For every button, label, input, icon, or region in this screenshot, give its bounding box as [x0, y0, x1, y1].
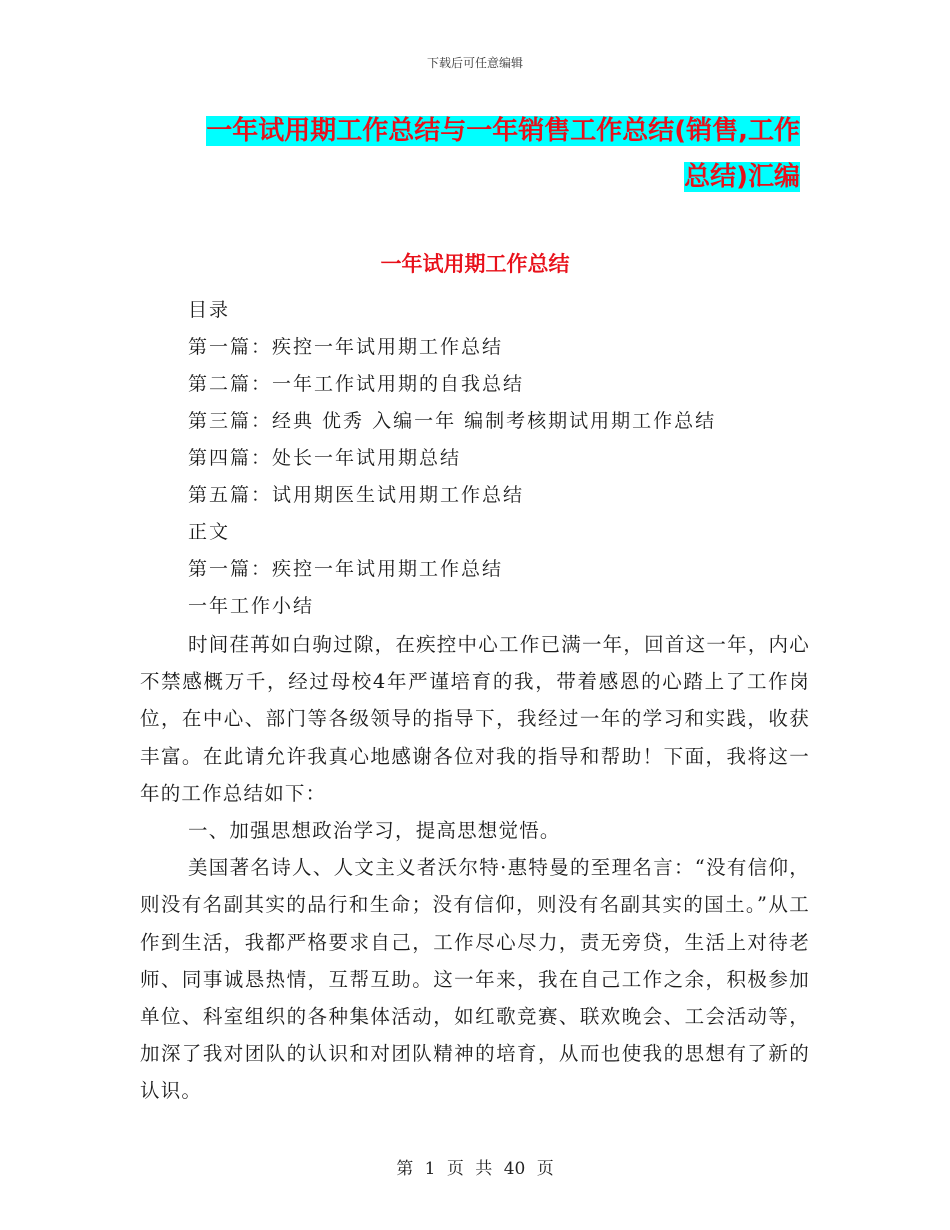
toc-item-5: 第五篇：试用期医生试用期工作总结 — [188, 484, 525, 506]
toc-item-1: 第一篇：疾控一年试用期工作总结 — [188, 336, 504, 358]
toc-heading: 目录 — [188, 299, 231, 321]
body-text — [140, 626, 810, 1110]
toc-item-4: 第四篇：处长一年试用期总结 — [188, 447, 462, 469]
paragraph-intro: 时间荏苒如白驹过隙，在疾控中心工作已满一年，回首这一年，内心不禁感概万千，经过母校4年严谨培育的我，带着感恩的心踏上了工作岗位，在中心、部门等各级领导的指导下，我经过一年的学习和实践，收获丰富。在此请允许我真心地感谢各位对我的指导和帮助！下面，我将这一年的工作总结如下： — [140, 633, 810, 805]
page-footer: 第 1 页 共 40 页 — [396, 1159, 554, 1179]
table-of-contents — [188, 292, 828, 625]
paragraph-heading-1: 一、加强思想政治学习，提高思想觉悟。 — [188, 819, 561, 843]
header-note: 下载后可任意编辑 — [426, 56, 523, 70]
chapter-title: 第一篇：疾控一年试用期工作总结 — [188, 558, 504, 580]
toc-item-3: 第三篇：经典 优秀 入编一年 编制考核期试用期工作总结 — [188, 410, 717, 432]
section-title: 一年试用期工作总结 — [380, 252, 570, 276]
document-title — [150, 108, 800, 200]
toc-item-2: 第二篇：一年工作试用期的自我总结 — [188, 373, 525, 395]
chapter-subtitle: 一年工作小结 — [188, 595, 315, 617]
document-title-line-1: 一年试用期工作总结与一年销售工作总结(销售,工作 — [206, 116, 800, 146]
body-heading: 正文 — [188, 521, 231, 543]
document-title-line-2: 总结)汇编 — [684, 162, 800, 192]
paragraph-quote: 美国著名诗人、人文主义者沃尔特·惠特曼的至理名言：“没有信仰，则没有名副其实的品行和生命；没有信仰，则没有名副其实的国土。”从工作到生活，我都严格要求自己，工作尽心尽力，责无旁贷，生活上对待老师、同事诚恳热情，互帮互助。这一年来，我在自己工作之余，积极参加单位、科室组织的各种集体活动，如红歌竞赛、联欢晚会、工会活动等，加深了我对团队的认识和对团队精神的培育，从而也使我的思想有了新的认识。 — [140, 856, 810, 1103]
